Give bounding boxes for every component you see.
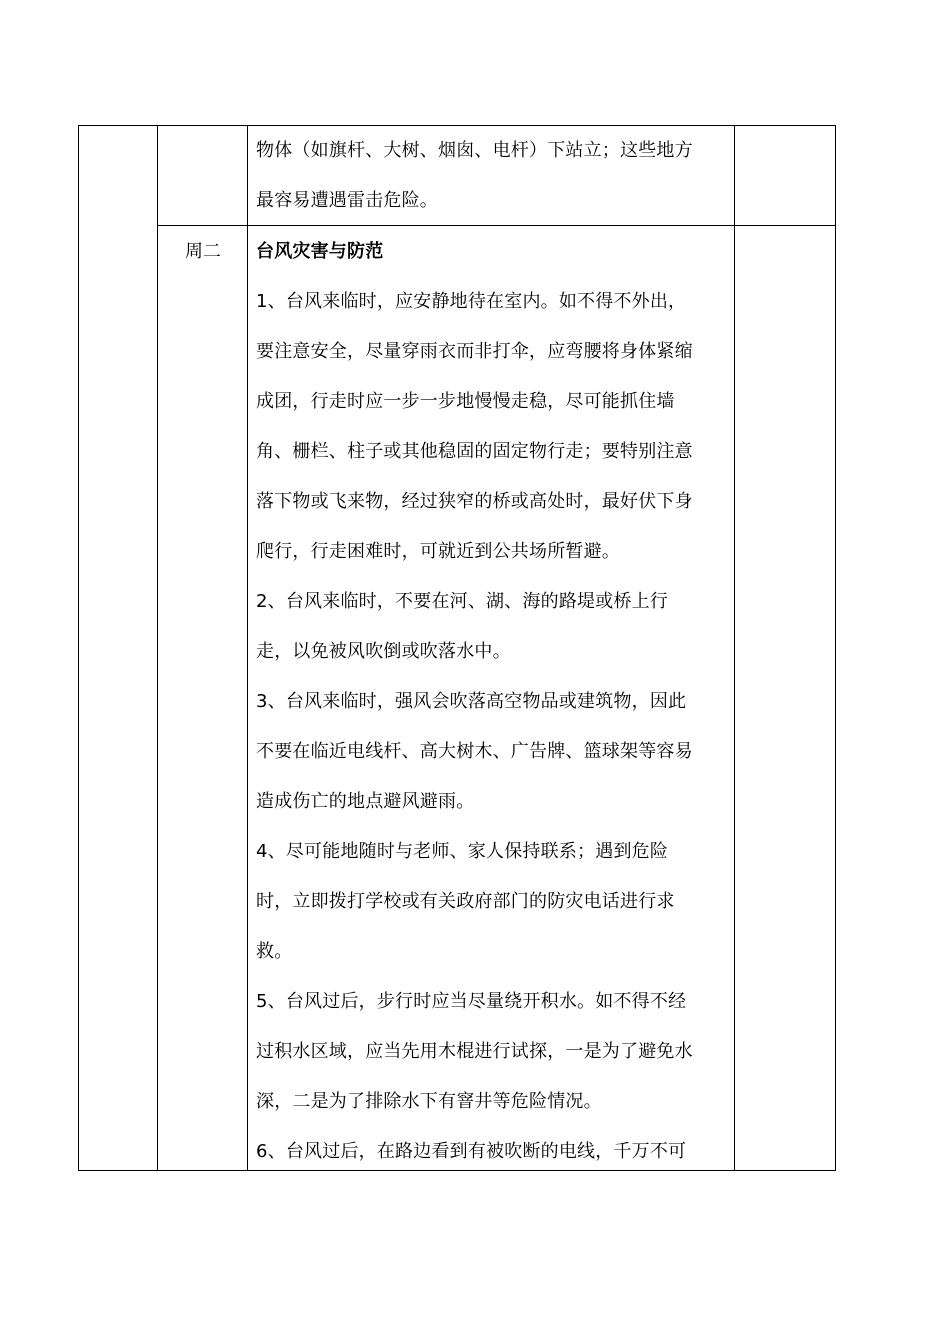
row2-text-line: 5、台风过后，步行时应当尽量绕开积水。如不得不经 [256,991,687,1012]
row2-text-line: 走，以免被风吹倒或吹落水中。 [256,641,511,662]
table-right-border [835,125,836,1171]
column-divider-3 [734,125,735,1171]
row2-text-line: 深，二是为了排除水下有窨井等危险情况。 [256,1091,602,1112]
row2-text-line: 落下物或飞来物，经过狭窄的桥或高处时，最好伏下身 [256,491,693,512]
row2-text-line: 4、尽可能地随时与老师、家人保持联系；遇到危险 [256,841,669,862]
row2-text-line: 6、台风过后，在路边看到有被吹断的电线，千万不可 [256,1141,687,1162]
row1-text-line: 物体（如旗杆、大树、烟囱、电杆）下站立；这些地方 [256,140,693,161]
row1-text-line: 最容易遭遇雷击危险。 [256,190,438,211]
row2-text-line: 角、栅栏、柱子或其他稳固的固定物行走；要特别注意 [256,441,693,462]
column-divider-2 [247,125,248,1171]
row2-text-line: 1、台风来临时，应安静地待在室内。如不得不外出， [256,291,687,312]
day-label: 周二 [185,241,221,262]
row2-text-line: 2、台风来临时，不要在河、湖、海的路堤或桥上行 [256,591,669,612]
row2-text-line: 要注意安全，尽量穿雨衣而非打伞，应弯腰将身体紧缩 [256,341,693,362]
row2-text-line: 时，立即拨打学校或有关政府部门的防灾电话进行求 [256,891,675,912]
section-heading: 台风灾害与防范 [256,241,384,262]
column-divider-1 [157,125,158,1171]
row2-text-line: 救。 [256,941,293,962]
table-left-border [78,125,79,1171]
row2-text-line: 不要在临近电线杆、高大树木、广告牌、篮球架等容易 [256,741,693,762]
row2-text-line: 3、台风来临时，强风会吹落高空物品或建筑物，因此 [256,691,687,712]
row2-text-line: 造成伤亡的地点避风避雨。 [256,791,475,812]
row2-text-line: 过积水区域，应当先用木棍进行试探，一是为了避免水 [256,1041,693,1062]
row2-text-line: 爬行，行走困难时，可就近到公共场所暂避。 [256,541,620,562]
row1-content-cell [256,126,728,226]
row2-text-line: 成团，行走时应一步一步地慢慢走稳，尽可能抓住墙 [256,391,675,412]
row2-content-cell [256,227,728,1177]
